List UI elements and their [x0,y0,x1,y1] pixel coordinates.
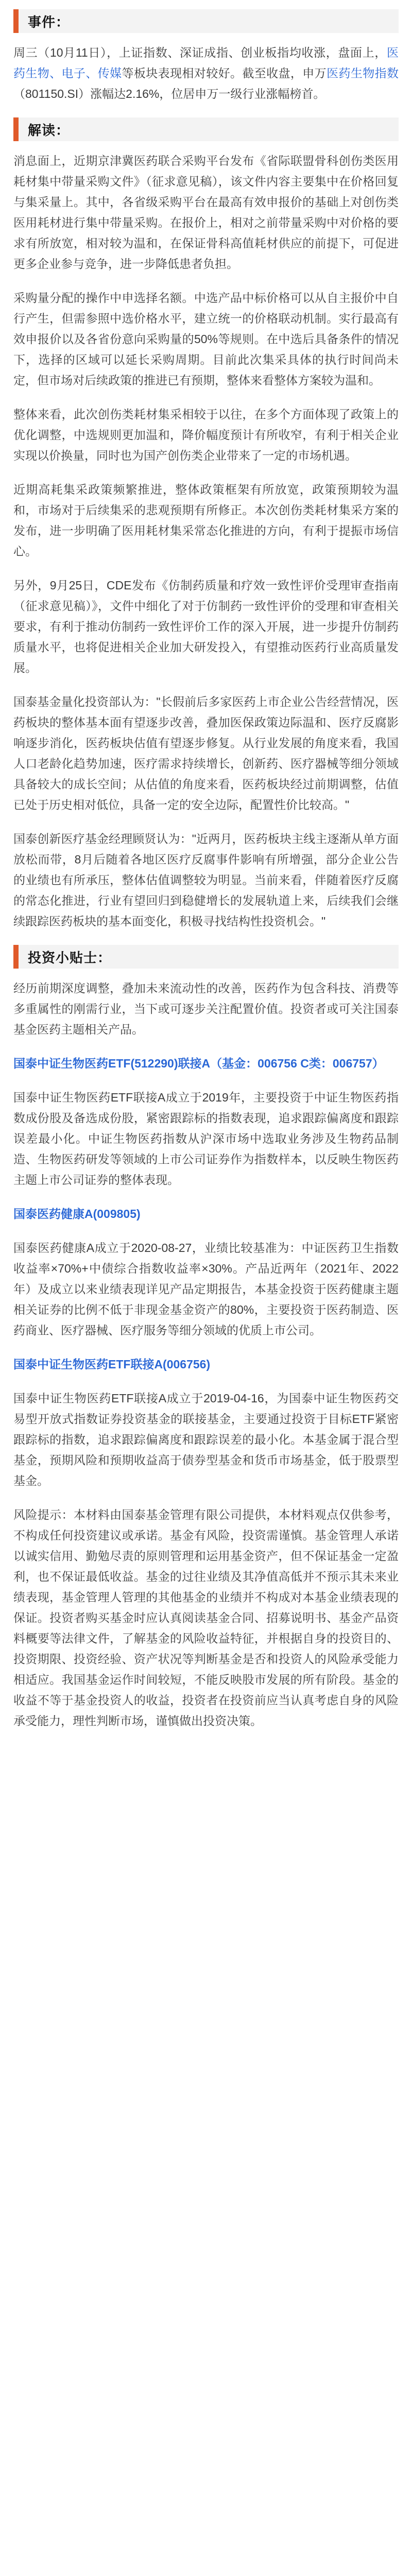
interpret-paragraph-4: 近期高耗集采政策频繁推进，整体政策框架有所放宽，政策预期较为温和，市场对于后续集采的悲观预期有所修正。本次创伤类耗材集采方案的发布，进一步明确了医用耗材集采常态化推进的方向，有利于提振市场信心。 [13,483,399,558]
body-text: 周三（10月11日），上证指数、深证成指、创业板指均收涨，盘面上， [13,46,387,59]
fund-link-2[interactable]: 国泰医药健康A(009805) [13,1207,141,1221]
fund-link-3[interactable]: 国泰中证生物医药ETF联接A(006756) [13,1358,211,1371]
interpret-paragraph-3: 整体来看，此次创伤类耗材集采相较于以往，在多个方面体现了政策上的优化调整，中选规则更加温和，降价幅度预计有所收窄，有利于相关企业实现以价换量，同时也为国产创伤类企业带来了一定的市场机遇。 [13,408,399,462]
interpret-paragraph-5: 另外，9月25日，CDE发布《仿制药质量和疗效一致性评价受理审查指南（征求意见稿）》，文件中细化了对于仿制药一致性评价的受理和审查相关要求，有利于推动仿制药一致性评价工作的深入开展，进一步提升仿制药质量水平，也将促进相关企业加大研发投入，有望推动医药行业高质量发展。 [13,579,399,674]
highlight-text: 医药生物、电子、传媒 [13,46,399,80]
interpret-section-title: 解读： [13,117,399,141]
risk-disclaimer: 风险提示：本材料由国泰基金管理有限公司提供，本材料观点仅供参考，不构成任何投资建议或承诺。基金有风险，投资需谨慎。基金管理人承诺以诚实信用、勤勉尽责的原则管理和运用基金资产，但不保证基金一定盈利，也不保证最低收益。基金的过往业绩及其净值高低并不预示其未来业绩表现，基金管理人管理的其他基金的业绩并不构成对本基金业绩表现的保证。投资者购买基金时应认真阅读基金合同、招募说明书、基金产品资料概要等法律文件，了解基金的风险收益特征，并根据自身的投资目的、投资期限、投资经验、资产状况等判断基金是否和投资人的风险承受能力相适应。我国基金运作时间较短，不能反映股市发展的所有阶段。基金的收益不等于基金投资人的收益，投资者在投资前应当认真考虑自身的风险承受能力，理性判断市场，谨慎做出投资决策。 [13,1508,399,1727]
interpret-paragraph-2: 采购量分配的操作中申选择名额。中选产品中标价格可以从自主报价中自行产生，但需参照中选价格水平，建立统一的价格联动机制。实行最高有效申报价以及各省份意向采购量的50%等规则。在中选后具备条件的情况下，选择的区域可以延长采购周期。目前此次集采具体的执行时间尚未定，但市场对后续政策的推进已有预期，整体来看整体方案较为温和。 [13,291,399,387]
highlight-text: 医药生物指数 [327,66,399,80]
fund-desc-2: 国泰医药健康A成立于2020-08-27，业绩比较基准为：中证医药卫生指数收益率×70%+中债综合指数收益率×30%。产品近两年（2021年、2022年）及成立以来业绩表现详见产品定期报告，本基金投资于医药健康主题相关证券的比例不低于非现金基金资产的80%，主要投资于医药制造、医药商业、医疗器械、医疗服务等细分领域的优质上市公司。 [13,1241,399,1337]
interpret-paragraph-7: 国泰创新医疗基金经理顾贤认为："近两月，医药板块主线主逐渐从单方面放松而带，8月后随着各地区医疗反腐事件影响有所增强，部分企业公告的业绩也有所承压，整体估值调整较为明显。当前来看，伴随着医疗反腐的常态化推进，行业有望回归到稳健增长的发展轨道上来，后续我们会继续跟踪医药板块的基本面变化，积极寻找结构性投资机会。" [13,832,399,928]
tips-section-title: 投资小贴士： [13,945,399,969]
interpret-paragraph-6: 国泰基金量化投资部认为："长假前后多家医药上市企业公告经营情况，医药板块的整体基本面有望逐步改善，叠加医保政策边际温和、医疗反腐影响逐步消化，医药板块估值有望逐步修复。从行业发展的角度来看，我国人口老龄化趋势加速，医疗需求持续增长，创新药、医疗器械等细分领域具备较大的成长空间；从估值的角度来看，医药板块经过前期调整，估值已处于历史相对低位，具备一定的安全边际，配置性价比较高。" [13,695,399,811]
interpret-paragraph-1: 消息面上，近期京津冀医药联合采购平台发布《省际联盟骨科创伤类医用耗材集中带量采购文件》（征求意见稿），该文件内容主要集中在价格回复与集采量上。其中，各省级采购平台在最高有效申报价的基础上对创伤类医用耗材进行集中带量采购。在报价上，相对之前带量采购中对价格的要求有所放宽，相对较为温和，在保证骨科高值耗材供应的前提下，可促进更多企业参与竞争，进一步降低患者负担。 [13,154,399,270]
fund-link-1[interactable]: 国泰中证生物医药ETF(512290)联接A（基金：006756 C类：006757） [13,1057,384,1070]
event-paragraph [13,42,399,104]
event-section-title: 事件： [13,9,399,33]
article [0,9,412,1731]
fund-desc-3: 国泰中证生物医药ETF联接A成立于2019-04-16，为国泰中证生物医药交易型开放式指数证券投资基金的联接基金，主要通过投资于目标ETF紧密跟踪标的指数，追求跟踪偏离度和跟踪误差的最小化。本基金属于混合型基金，预期风险和预期收益高于债券型基金和货币市场基金，低于股票型基金。 [13,1392,399,1487]
fund-desc-1: 国泰中证生物医药ETF联接A成立于2019年，主要投资于中证生物医药指数成份股及备选成份股，紧密跟踪标的指数表现，追求跟踪偏离度和跟踪误差最小化。中证生物医药指数从沪深市场中选取业务涉及生物药品制造、生物医药研发等领域的上市公司证券作为指数样本，以反映生物医药主题上市公司证券的整体表现。 [13,1091,399,1187]
tips-paragraph: 经历前期深度调整，叠加未来流动性的改善，医药作为包含科技、消费等多重属性的刚需行业，当下或可逐步关注配置价值。投资者或可关注国泰基金医药主题相关产品。 [13,981,399,1036]
body-text: （801150.SI）涨幅达2.16%，位居申万一级行业涨幅榜首。 [13,87,325,100]
body-text: 等板块表现相对较好。截至收盘，申万 [122,66,327,80]
